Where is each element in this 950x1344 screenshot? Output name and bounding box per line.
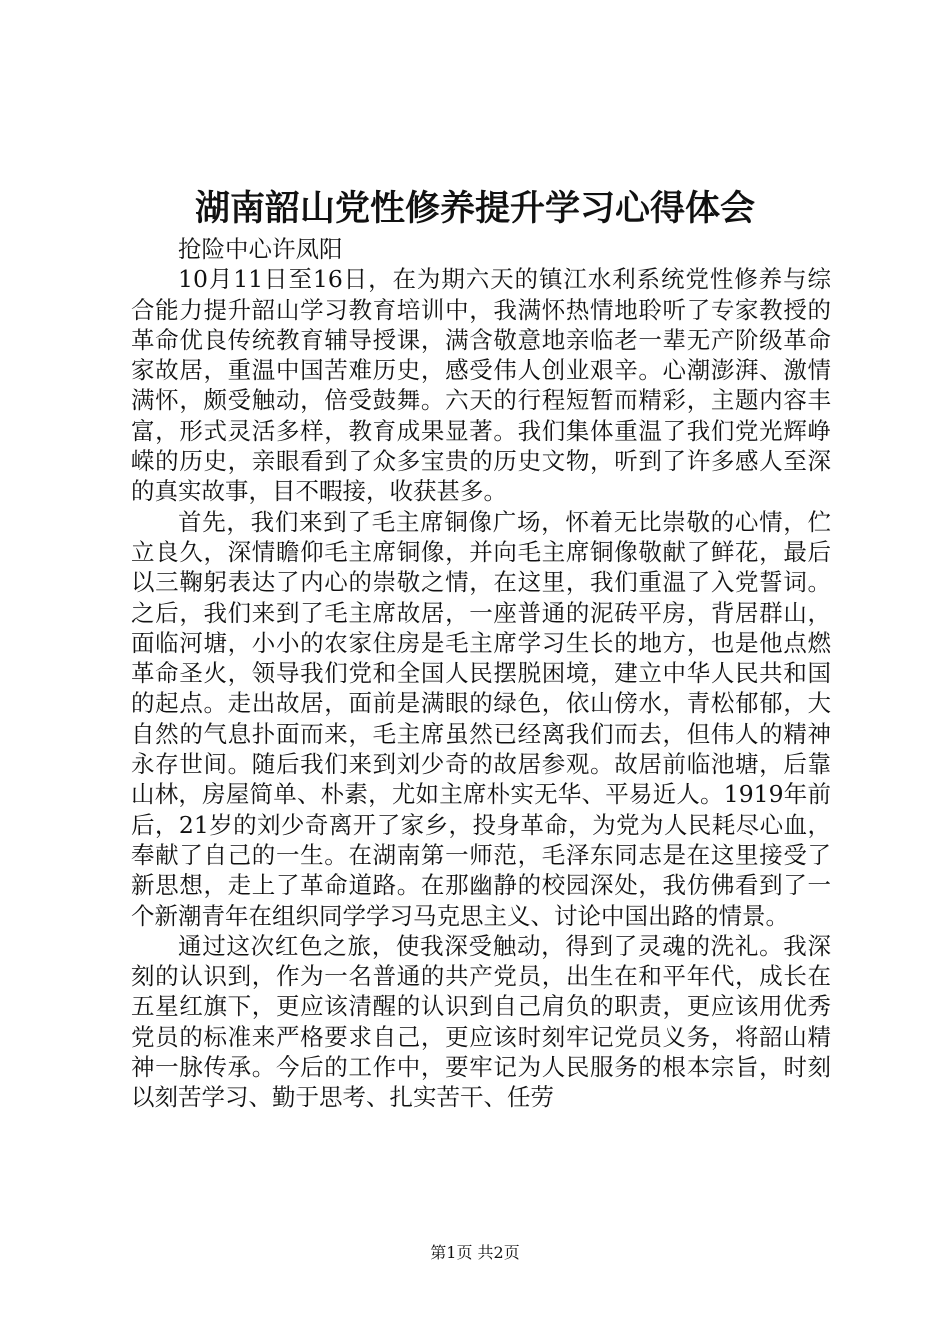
paragraph-1: 10月11日至16日，在为期六天的镇江水利系统党性修养与综合能力提升韶山学习教育培训中，我满怀热情地聆听了专家教授的革命优良传统教育辅导授课，满含敬意地亲临老一辈无产阶级革命家故居，重温中国苦难历史，感受伟人创业艰辛。心潮澎湃、激情满怀，颇受触动，倍受鼓舞。六天的行程短暂而精彩，主题内容丰富，形式灵活多样，教育成果显著。我们集体重温了我们党光辉峥嵘的历史，亲眼看到了众多宝贵的历史文物，听到了许多感人至深的真实故事，目不暇接，收获甚多。 [131, 265, 831, 506]
paragraph-3: 通过这次红色之旅，使我深受触动，得到了灵魂的洗礼。我深刻的认识到，作为一名普通的共产党员，出生在和平年代，成长在五星红旗下，更应该清醒的认识到自己肩负的职责，更应该用优秀党员的标准来严格要求自己，更应该时刻牢记党员义务，将韶山精神一脉传承。今后的工作中，要牢记为人民服务的根本宗旨，时刻以刻苦学习、勤于思考、扎实苦干、任劳 [131, 931, 831, 1112]
document-body [131, 234, 831, 1113]
paragraph-2: 首先，我们来到了毛主席铜像广场，怀着无比崇敬的心情，伫立良久，深情瞻仰毛主席铜像，并向毛主席铜像敬献了鲜花，最后以三鞠躬表达了内心的崇敬之情，在这里，我们重温了入党誓词。之后，我们来到了毛主席故居，一座普通的泥砖平房，背居群山，面临河塘，小小的农家住房是毛主席学习生长的地方，也是他点燃革命圣火，领导我们党和全国人民摆脱困境，建立中华人民共和国的起点。走出故居，面前是满眼的绿色，依山傍水，青松郁郁，大自然的气息扑面而来，毛主席虽然已经离我们而去，但伟人的精神永存世间。随后我们来到刘少奇的故居参观。故居前临池塘，后靠山林，房屋简单、朴素，尤如主席朴实无华、平易近人。1919年前后，21岁的刘少奇离开了家乡，投身革命，为党为人民耗尽心血，奉献了自己的一生。在湖南第一师范，毛泽东同志是在这里接受了新思想，走上了革命道路。在那幽静的校园深处，我仿佛看到了一个新潮青年在组织同学学习马克思主义、讨论中国出路的情景。 [131, 507, 831, 930]
author-line: 抢险中心许凤阳 [178, 235, 343, 263]
page-footer: 第1页 共2页 [430, 1243, 520, 1262]
document-title: 湖南韶山党性修养提升学习心得体会 [194, 188, 755, 229]
